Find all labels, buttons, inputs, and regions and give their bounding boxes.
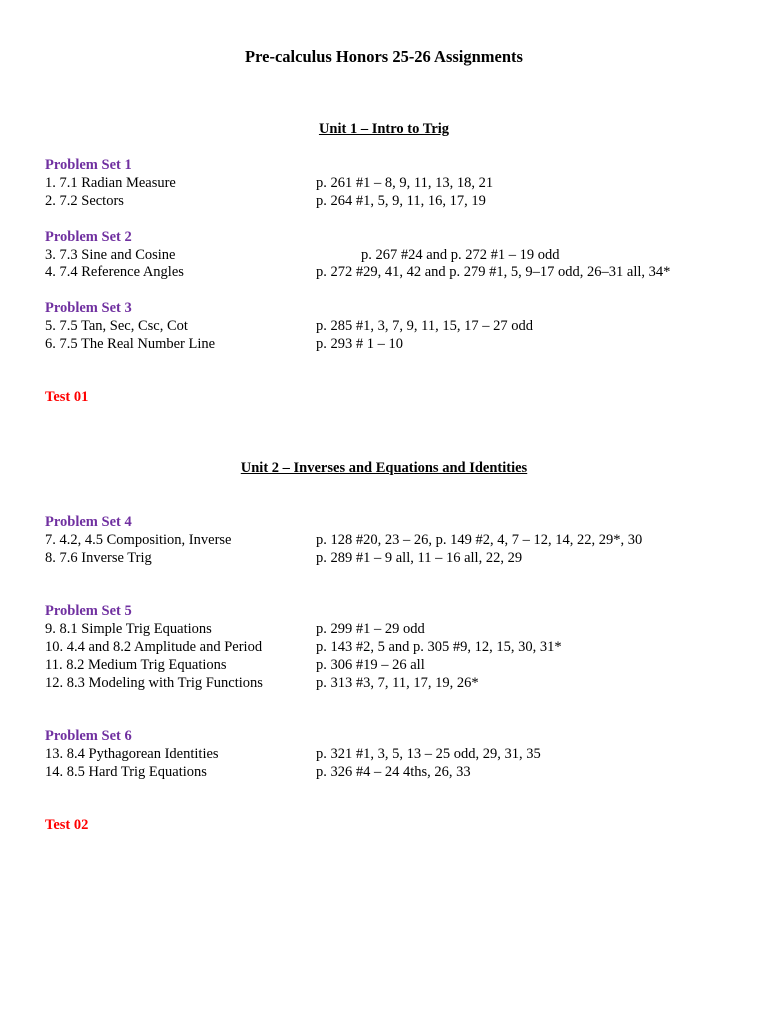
assignment-row — [0, 675, 768, 693]
assignment-row — [0, 318, 768, 336]
problem-set-5-heading: Problem Set 5 — [45, 603, 132, 619]
assignment-row — [0, 532, 768, 550]
problem-set-2-heading: Problem Set 2 — [45, 229, 132, 245]
lesson-label: 9. 8.1 Simple Trig Equations — [45, 621, 212, 637]
assignment-row — [0, 746, 768, 764]
assignment-row — [0, 621, 768, 639]
lesson-label: 13. 8.4 Pythagorean Identities — [45, 746, 219, 762]
assignment-text: p. 285 #1, 3, 7, 9, 11, 15, 17 – 27 odd — [316, 318, 533, 334]
problem-set-4-heading: Problem Set 4 — [45, 514, 132, 530]
assignment-text: p. 261 #1 – 8, 9, 11, 13, 18, 21 — [316, 175, 494, 191]
lesson-label: 11. 8.2 Medium Trig Equations — [45, 657, 227, 673]
assignment-row — [0, 193, 768, 211]
lesson-label: 14. 8.5 Hard Trig Equations — [45, 764, 207, 780]
lesson-label: 7. 4.2, 4.5 Composition, Inverse — [45, 532, 232, 548]
unit-1-heading: Unit 1 – Intro to Trig — [318, 121, 450, 137]
lesson-label: 2. 7.2 Sectors — [45, 193, 124, 209]
assignment-text: p. 326 #4 – 24 4ths, 26, 33 — [316, 764, 471, 780]
assignment-row — [0, 657, 768, 675]
unit-2-heading: Unit 2 – Inverses and Equations and Identities — [240, 460, 528, 476]
problem-set-6-heading: Problem Set 6 — [45, 728, 132, 744]
problem-set-1-heading: Problem Set 1 — [45, 157, 132, 173]
lesson-label: 4. 7.4 Reference Angles — [45, 264, 184, 280]
assignment-text: p. 289 #1 – 9 all, 11 – 16 all, 22, 29 — [316, 550, 523, 566]
lesson-label: 5. 7.5 Tan, Sec, Csc, Cot — [45, 318, 188, 334]
assignment-text: p. 267 #24 and p. 272 #1 – 19 odd — [361, 247, 560, 263]
lesson-label: 12. 8.3 Modeling with Trig Functions — [45, 675, 263, 691]
lesson-label: 1. 7.1 Radian Measure — [45, 175, 176, 191]
assignment-row — [0, 247, 768, 265]
assignment-row — [0, 764, 768, 782]
assignment-row — [0, 639, 768, 657]
assignment-text: p. 313 #3, 7, 11, 17, 19, 26* — [316, 675, 479, 691]
assignment-text: p. 264 #1, 5, 9, 11, 16, 17, 19 — [316, 193, 486, 209]
assignment-text: p. 143 #2, 5 and p. 305 #9, 12, 15, 30, 31* — [316, 639, 562, 655]
test-01-heading: Test 01 — [45, 389, 89, 405]
problem-set-3-heading: Problem Set 3 — [45, 300, 132, 316]
assignment-text: p. 128 #20, 23 – 26, p. 149 #2, 4, 7 – 12, 14, 22, 29*, 30 — [316, 532, 643, 548]
assignment-text: p. 299 #1 – 29 odd — [316, 621, 425, 637]
assignment-text: p. 293 # 1 – 10 — [316, 336, 403, 352]
lesson-label: 8. 7.6 Inverse Trig — [45, 550, 152, 566]
assignment-text: p. 321 #1, 3, 5, 13 – 25 odd, 29, 31, 35 — [316, 746, 541, 762]
assignment-text: p. 306 #19 – 26 all — [316, 657, 425, 673]
assignment-text: p. 272 #29, 41, 42 and p. 279 #1, 5, 9–17 odd, 26–31 all, 34* — [316, 264, 671, 280]
assignment-row — [0, 550, 768, 568]
lesson-label: 6. 7.5 The Real Number Line — [45, 336, 216, 352]
assignment-row — [0, 175, 768, 193]
lesson-label: 3. 7.3 Sine and Cosine — [45, 247, 176, 263]
assignment-row — [0, 336, 768, 354]
assignment-row — [0, 264, 768, 282]
document-title: Pre-calculus Honors 25-26 Assignments — [245, 47, 523, 66]
lesson-label: 10. 4.4 and 8.2 Amplitude and Period — [45, 639, 263, 655]
test-02-heading: Test 02 — [45, 817, 89, 833]
